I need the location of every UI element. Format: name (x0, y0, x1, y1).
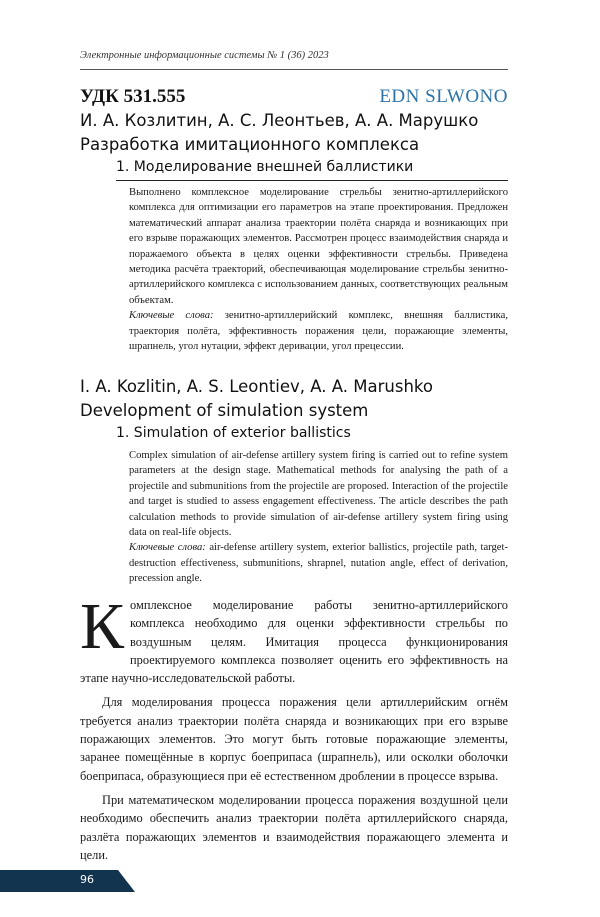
article-subtitle-en: 1. Simulation of exterior ballistics (116, 425, 351, 441)
udk-code: УДК 531.555 (80, 86, 186, 107)
footer-band (0, 870, 135, 892)
article-body (80, 590, 508, 864)
page-number: 96 (80, 873, 94, 886)
authors-en: I. A. Kozlitin, A. S. Leontiev, A. A. Marushko (80, 377, 433, 396)
article-subtitle-ru: 1. Моделирование внешней баллистики (116, 159, 414, 175)
journal-header: Электронные информационные системы № 1 (36) 2023 (80, 50, 329, 61)
article-title-en: Development of simulation system (80, 401, 369, 420)
keywords-text-en: air-defense artillery system, exterior ballistics, projectile path, target-destruction effectiveness, submunitions, shrapnel, nutation angle, effect of derivation, precession angle. (129, 542, 508, 585)
keywords-label-en: Ключевые слова: (129, 542, 206, 554)
abstract-ru (129, 185, 508, 354)
keywords-en (129, 540, 508, 586)
subtitle-rule-ru (116, 180, 508, 181)
body-paragraph-2: Для моделирования процесса поражения цели артиллерийским огнём требуется анализ траектории полёта снаряда и возникающих при его взрыве поражающих элементов. Это могут быть готовые поражающие элементы, заранее помещённые в корпус боеприпаса (шрапнель), или осколки оболочки боеприпаса, образующиеся при её естественном дроблении в процессе взрыва. (80, 695, 508, 783)
dropcap-letter: К (80, 590, 125, 663)
body-paragraph-3: При математическом моделировании процесса поражения воздушной цели необходимо обеспечить анализ траектории полёта артиллерийского снаряда, разлёта поражающих элементов и взаимодействия поражающего элемента и цели. (80, 792, 508, 862)
abstract-text-ru: Выполнено комплексное моделирование стрельбы зенитно-артиллерийского комплекса для оптимизации его параметров на этапе проектирования. Предложен математический аппарат анализа траектории полёта снаряда и возникающих при его взрыве поражающих элементов. Рассмотрен процесс взаимодействия снаряда и поражаемого объекта в целях оценки эффективности стрельбы. Приведена методика расчёта траекторий, обеспечивающая моделирование стрельбы зенитно-артиллерийского комплекса с использованием данных, соответствующих реальным объектам. (129, 187, 508, 306)
keywords-ru (129, 308, 508, 354)
authors-ru: И. А. Козлитин, А. С. Леонтьев, А. А. Марушко (80, 111, 479, 130)
abstract-en (129, 448, 508, 587)
edn-code: EDN SLWONO (379, 86, 508, 107)
abstract-text-en: Complex simulation of air-defense artillery system firing is carried out to refine system parameters at the design stage. Mathematical methods for analysing the path of a projectile and submunitions from the projectile are proposed. Interaction of the projectile and target is studied to assess engagement effectiveness. The article describes the path calculation methods to provide simulation of air-defense artillery system firing using data on real-life objects. (129, 450, 508, 539)
body-paragraph-1-text: омплексное моделирование работы зенитно-артиллерийского комплекса необходимо для оценки эффективности стрельбы по воздушным целям. Имитация процесса функционирования проектируемого комплекса позволяет оценить его эффективность на этапе научно-исследовательской работы. (80, 598, 508, 686)
keywords-text-ru: зенитно-артиллерийский комплекс, внешняя баллистика, траектория полёта, эффективность поражения цели, поражающие элементы, шрапнель, угол нутации, эффект деривации, угол прецессии. (129, 310, 508, 353)
body-paragraph-1 (80, 590, 508, 687)
article-title-ru: Разработка имитационного комплекса (80, 135, 420, 154)
keywords-label-ru: Ключевые слова: (129, 310, 214, 322)
header-divider (80, 69, 508, 70)
